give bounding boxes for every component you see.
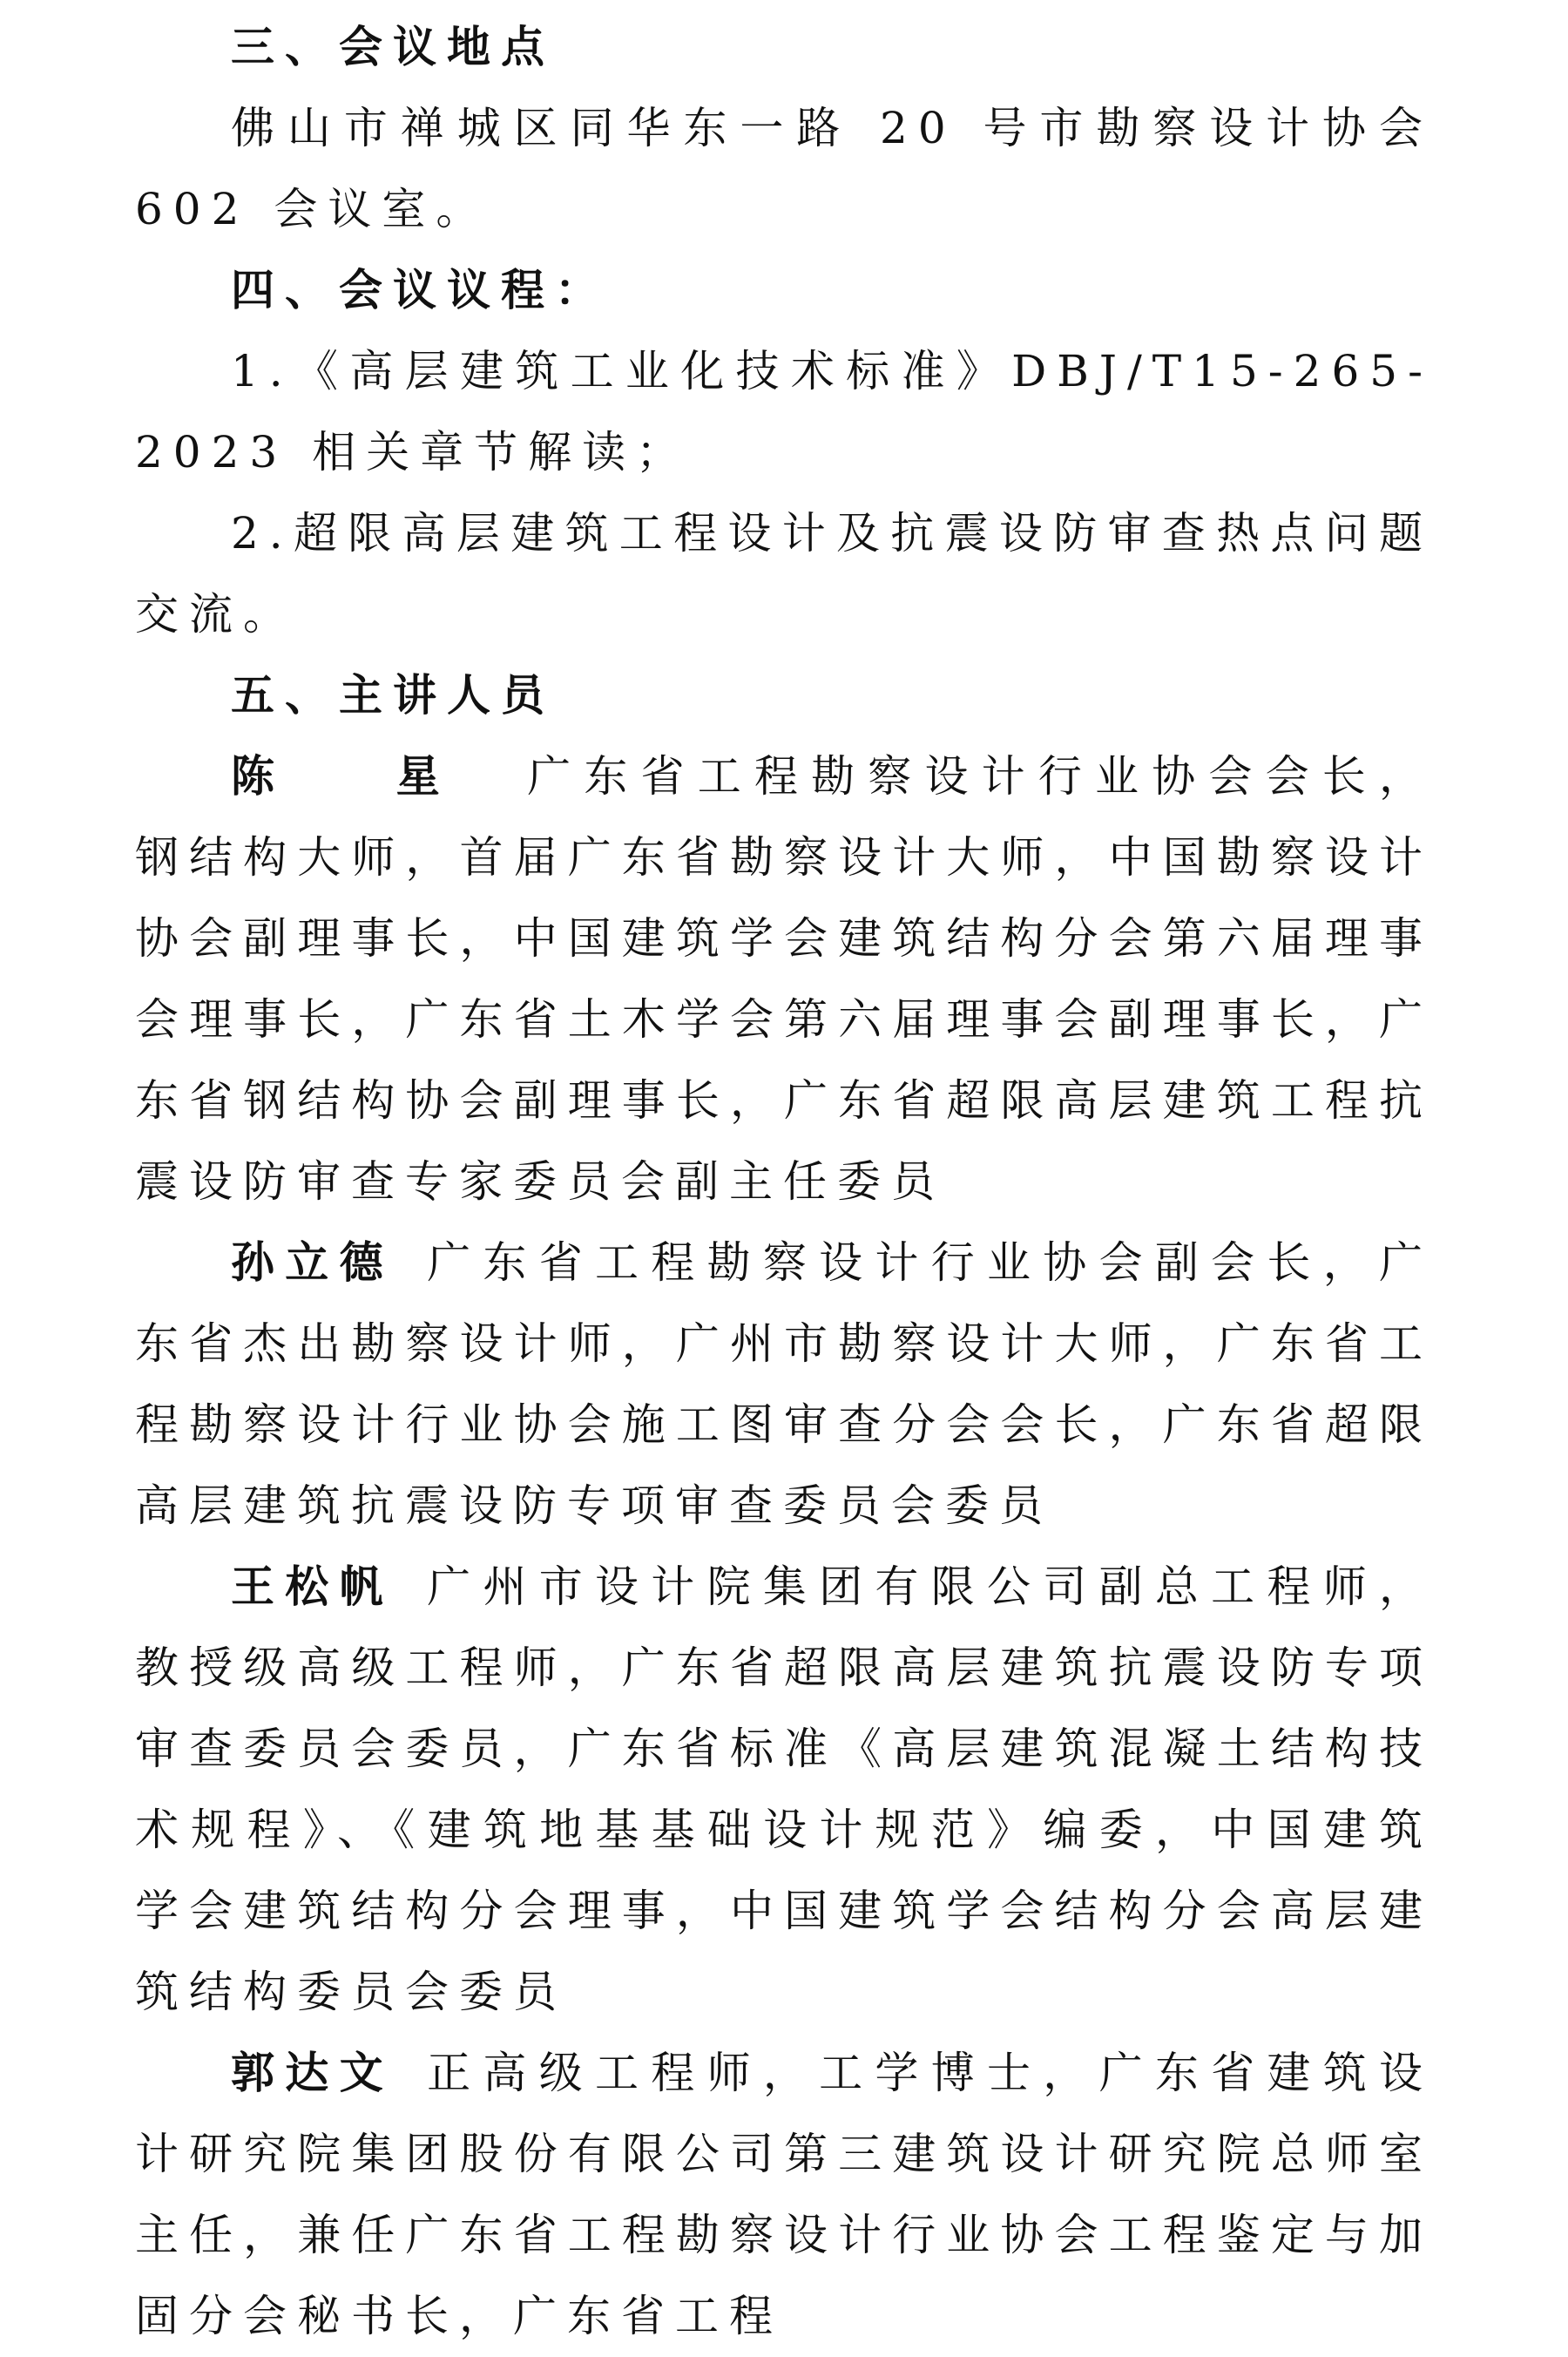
speaker-name: 陈 星 <box>231 751 493 802</box>
speaker-name: 孙立德 <box>231 1237 394 1288</box>
speaker-bio: 正高级工程师，工学博士，广东省建筑设计研究院集团股份有限公司第三建筑设计研究院总师室主任，兼任广东省工程勘察设计行业协会工程鉴定与加固分会秘书长，广东省工程 <box>135 2048 1434 2341</box>
speaker-entry <box>135 736 1433 1223</box>
section-heading-agenda: 四、会议议程： <box>231 265 609 315</box>
speaker-entry <box>135 2033 1433 2357</box>
document-page <box>135 7 1433 2357</box>
agenda-item-2: 2.超限高层建筑工程设计及抗震设防审查热点问题交流。 <box>135 508 1433 640</box>
section-heading-speakers: 五、主讲人员 <box>231 670 555 721</box>
agenda-item-1: 1.《高层建筑工业化技术标准》DBJ/T15-265-2023 相关章节解读； <box>135 346 1433 477</box>
speaker-entry <box>135 1547 1433 2033</box>
speaker-name: 郭达文 <box>231 2048 394 2098</box>
section-heading-location: 三、会议地点 <box>231 22 555 72</box>
speaker-bio: 广东省工程勘察设计行业协会会长，钢结构大师，首届广东省勘察设计大师，中国勘察设计协会副理事长，中国建筑学会建筑结构分会第六届理事会理事长，广东省土木学会第六届理事会副理事长，广东省钢结构协会副理事长，广东省超限高层建筑工程抗震设防审查专家委员会副主任委员 <box>135 751 1433 1207</box>
speaker-name: 王松帆 <box>231 1561 394 1612</box>
speaker-bio: 广东省工程勘察设计行业协会副会长，广东省杰出勘察设计师，广州市勘察设计大师，广东省工程勘察设计行业协会施工图审查分会会长，广东省超限高层建筑抗震设防专项审查委员会委员 <box>135 1237 1434 1531</box>
speaker-bio: 广州市设计院集团有限公司副总工程师，教授级高级工程师，广东省超限高层建筑抗震设防专项审查委员会委员，广东省标准《高层建筑混凝土结构技术规程》、《建筑地基基础设计规范》编委，中国建筑学会建筑结构分会理事，中国建筑学会结构分会高层建筑结构委员会委员 <box>135 1561 1434 2017</box>
speaker-entry <box>135 1223 1433 1547</box>
location-text: 佛山市禅城区同华东一路 20 号市勘察设计协会 602 会议室。 <box>135 103 1433 234</box>
